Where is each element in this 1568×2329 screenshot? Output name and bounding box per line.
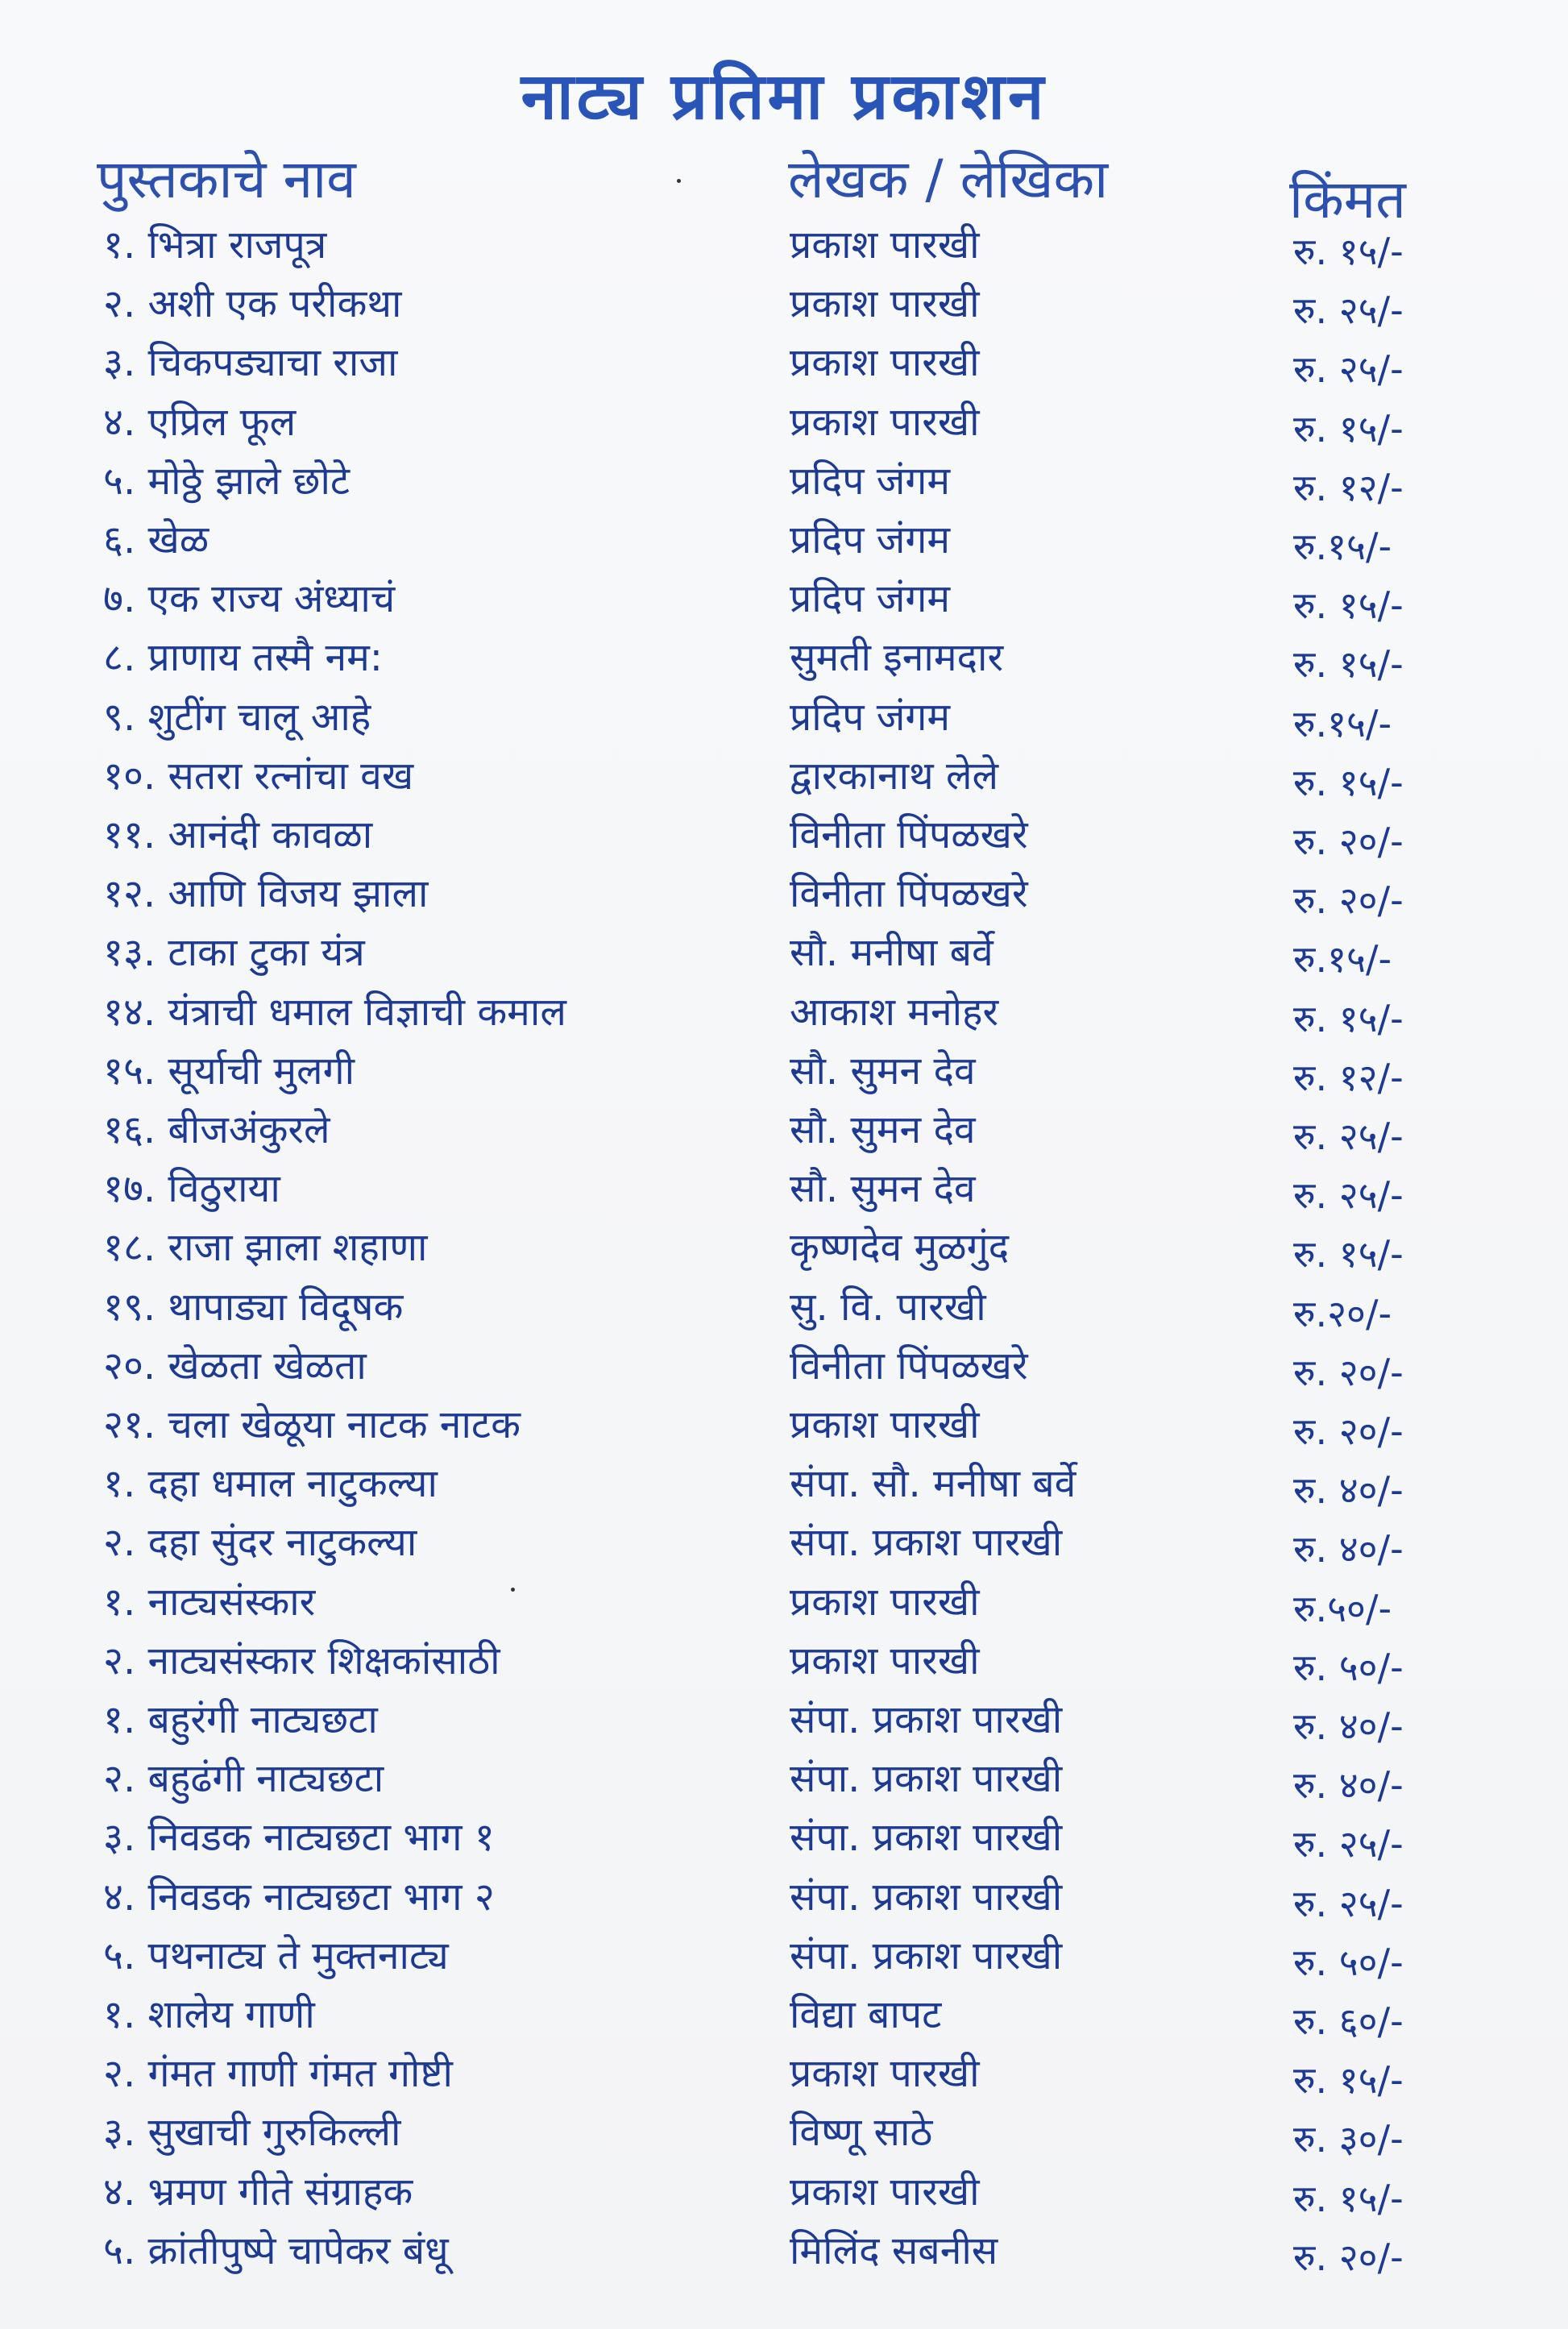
book-price: रु. १५/- [1293, 583, 1404, 628]
book-title: १. शालेय गाणी [103, 1992, 315, 2037]
book-price: रु. ५०/- [1293, 1940, 1404, 1984]
book-author: प्रकाश पारखी [790, 1638, 980, 1683]
list-item [0, 1278, 1568, 1337]
book-price: रु. २५/- [1293, 289, 1404, 333]
book-price: रु.२०/- [1293, 1291, 1392, 1335]
book-price: रु. ४०/- [1293, 1468, 1404, 1513]
book-price: रु. १५/- [1293, 642, 1404, 687]
book-author: प्रदिप जंगम [790, 694, 951, 740]
column-header-price: किंमत [1289, 168, 1406, 230]
book-price: रु.१५/- [1293, 701, 1392, 745]
book-title: २. अशी एक परीकथा [103, 281, 402, 327]
book-title: १. दहा धमाल नाटुकल्या [103, 1461, 438, 1507]
book-author: सौ. सुमन देव [790, 1166, 976, 1212]
book-title: १८. राजा झाला शहाणा [103, 1225, 428, 1271]
book-price: रु. १५/- [1293, 230, 1404, 273]
book-author: विनीता पिंपळखरे [790, 1343, 1028, 1389]
list-item [0, 1808, 1568, 1867]
list-item [0, 570, 1568, 629]
book-title: ८. प्राणाय तस्मै नम: [103, 635, 383, 681]
list-item [0, 1691, 1568, 1750]
book-author: सुमती इनामदार [790, 635, 1004, 681]
list-item [0, 2163, 1568, 2222]
book-author: आकाश मनोहर [790, 989, 999, 1035]
book-price: रु. २५/- [1293, 347, 1404, 392]
list-item [0, 1101, 1568, 1160]
book-title: ३. निवडक नाट्यछटा भाग १ [103, 1815, 495, 1861]
book-author: विष्णू साठे [790, 2110, 933, 2156]
book-price: रु. २५/- [1293, 1881, 1404, 1925]
book-title: १. भित्रा राजपूत्र [103, 222, 327, 268]
book-title: १७. विठुराया [103, 1166, 280, 1212]
book-title: २१. चला खेळूया नाटक नाटक [103, 1402, 521, 1447]
book-title: २. गंमत गाणी गंमत गोष्टी [103, 2051, 453, 2097]
book-title: २. नाट्यसंस्कार शिक्षकांसाठी [103, 1638, 500, 1683]
book-price: रु. २५/- [1293, 1173, 1404, 1218]
book-title: ३. सुखाची गुरुकिल्ली [103, 2110, 401, 2156]
book-author: संपा. सौ. मनीषा बर्वे [790, 1461, 1076, 1507]
list-item [0, 1042, 1568, 1101]
book-author: सौ. सुमन देव [790, 1107, 976, 1152]
book-author: सौ. सुमन देव [790, 1048, 976, 1094]
list-item [0, 865, 1568, 924]
book-title: ४. भ्रमण गीते संग्राहक [103, 2169, 413, 2215]
book-author: प्रकाश पारखी [790, 340, 980, 386]
book-author: सौ. मनीषा बर्वे [790, 930, 993, 976]
book-price: रु. १२/- [1293, 465, 1404, 509]
book-author: संपा. प्रकाश पारखी [790, 1756, 1063, 1802]
list-item [0, 2103, 1568, 2162]
list-item [0, 1455, 1568, 1513]
book-title: १६. बीजअंकुरले [103, 1107, 330, 1152]
book-title: ३. चिकपड्याचा राजा [103, 340, 398, 386]
book-author: प्रदिप जंगम [790, 458, 951, 504]
book-author: संपा. प्रकाश पारखी [790, 1697, 1063, 1742]
book-author: प्रदिप जंगम [790, 517, 951, 563]
book-price: रु. २०/- [1293, 1409, 1404, 1453]
list-item [0, 1337, 1568, 1396]
book-title: १२. आणि विजय झाला [103, 871, 429, 917]
book-price: रु. २५/- [1293, 1822, 1404, 1866]
book-author: कृष्णदेव मुळगुंद [790, 1225, 1010, 1271]
book-title: ११. आनंदी कावळा [103, 812, 373, 857]
list-item [0, 1513, 1568, 1572]
book-price: रु. १५/- [1293, 996, 1404, 1040]
book-title: १०. सतरा रत्नांचा वख [103, 753, 414, 799]
book-price: रु. १५/- [1293, 406, 1404, 450]
book-title: ५. पथनाट्य ते मुक्तनाट्य [103, 1933, 449, 1978]
book-price: रु. २०/- [1293, 878, 1404, 923]
book-price: रु.१५/- [1293, 525, 1392, 568]
book-price: रु. १५/- [1293, 760, 1404, 804]
list-item [0, 629, 1568, 687]
book-title: १३. टाका टुका यंत्र [103, 930, 365, 976]
book-list [0, 216, 1568, 2303]
book-price: रु. १२/- [1293, 1055, 1404, 1099]
book-price: रु.५०/- [1293, 1586, 1392, 1630]
list-item [0, 275, 1568, 334]
book-author: प्रकाश पारखी [790, 281, 980, 327]
list-item [0, 1927, 1568, 1986]
stray-dot [677, 179, 681, 183]
book-price: रु. ६०/- [1293, 1999, 1404, 2043]
list-item [0, 1750, 1568, 1808]
list-item [0, 806, 1568, 865]
book-price: रु.१५/- [1293, 937, 1392, 982]
book-title: १. नाट्यसंस्कार [103, 1579, 316, 1625]
book-author: प्रदिप जंगम [790, 576, 951, 622]
book-author: विद्या बापट [790, 1992, 942, 2037]
book-author: संपा. प्रकाश पारखी [790, 1874, 1063, 1920]
list-item [0, 393, 1568, 452]
book-author: प्रकाश पारखी [790, 2051, 980, 2097]
list-item [0, 688, 1568, 747]
list-item [0, 216, 1568, 275]
list-item [0, 2045, 1568, 2103]
book-title: ९. शुटींग चालू आहे [103, 694, 371, 740]
book-price: रु. ३०/- [1293, 2117, 1404, 2161]
book-author: प्रकाश पारखी [790, 1402, 980, 1447]
page-title: नाट्य प्रतिमा प्रकाशन [521, 59, 1047, 134]
list-item [0, 1160, 1568, 1218]
list-item [0, 1868, 1568, 1927]
column-header-author: लेखक / लेखिका [788, 148, 1109, 210]
book-price: रु. १५/- [1293, 2058, 1404, 2103]
list-item [0, 1632, 1568, 1691]
book-title: २. दहा सुंदर नाटुकल्या [103, 1520, 417, 1566]
book-title: २. बहुढंगी नाट्यछटा [103, 1756, 384, 1802]
book-price: रु. ५०/- [1293, 1645, 1404, 1689]
list-item [0, 511, 1568, 570]
list-item [0, 334, 1568, 392]
book-title: १४. यंत्राची धमाल विज्ञाची कमाल [103, 989, 566, 1035]
book-title: ५. क्रांतीपुष्पे चापेकर बंधू [103, 2227, 449, 2273]
list-item [0, 924, 1568, 982]
book-author: विनीता पिंपळखरे [790, 871, 1028, 917]
book-author: संपा. प्रकाश पारखी [790, 1520, 1063, 1566]
book-author: विनीता पिंपळखरे [790, 812, 1028, 857]
list-item [0, 747, 1568, 806]
book-author: सु. वि. पारखी [790, 1284, 986, 1330]
book-price: रु. ४०/- [1293, 1763, 1404, 1808]
list-item [0, 983, 1568, 1042]
book-title: १५. सूर्याची मुलगी [103, 1048, 355, 1094]
book-author: संपा. प्रकाश पारखी [790, 1933, 1063, 1978]
list-item [0, 1396, 1568, 1455]
list-item [0, 2222, 1568, 2281]
book-price: रु. १५/- [1293, 2176, 1404, 2220]
list-item [0, 1573, 1568, 1632]
book-author: मिलिंद सबनीस [790, 2227, 998, 2273]
book-title: ६. खेळ [103, 517, 209, 563]
book-title: ५. मोठ्ठे झाले छोटे [103, 458, 351, 504]
book-price: रु. २०/- [1293, 2235, 1404, 2279]
book-author: द्वारकानाथ लेले [790, 753, 999, 799]
list-item [0, 1218, 1568, 1277]
book-title: ७. एक राज्य अंध्याचं [103, 576, 396, 622]
book-title: १९. थापाड्या विदूषक [103, 1284, 404, 1330]
book-title: २०. खेळता खेळता [103, 1343, 367, 1389]
book-title: ४. निवडक नाट्यछटा भाग २ [103, 1874, 495, 1920]
book-title: ४. एप्रिल फूल [103, 399, 297, 445]
book-price: रु. ४०/- [1293, 1527, 1404, 1571]
book-author: प्रकाश पारखी [790, 222, 980, 268]
book-author: प्रकाश पारखी [790, 399, 980, 445]
list-item [0, 1986, 1568, 2045]
book-price: रु. २५/- [1293, 1115, 1404, 1158]
column-header-book-name: पुस्तकाचे नाव [97, 148, 356, 210]
list-item [0, 452, 1568, 511]
book-author: प्रकाश पारखी [790, 2169, 980, 2215]
book-title: १. बहुरंगी नाट्यछटा [103, 1697, 378, 1742]
book-author: संपा. प्रकाश पारखी [790, 1815, 1063, 1861]
book-price: रु. १५/- [1293, 1232, 1404, 1277]
book-price: रु. २०/- [1293, 1350, 1404, 1394]
book-price: रु. २०/- [1293, 820, 1404, 863]
book-author: प्रकाश पारखी [790, 1579, 980, 1625]
book-price: रु. ४०/- [1293, 1704, 1404, 1748]
